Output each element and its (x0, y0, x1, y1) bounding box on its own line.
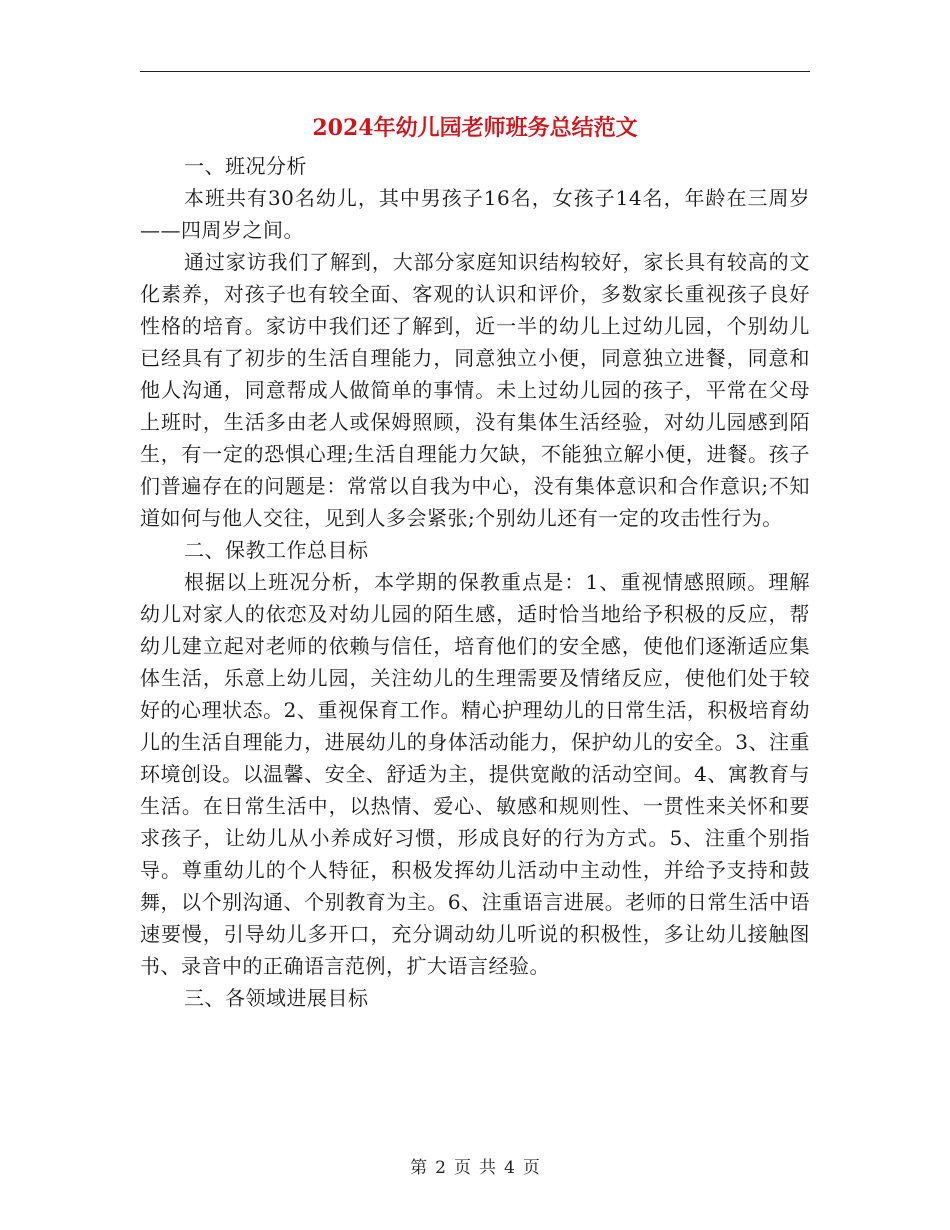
paragraph-home-visit: 通过家访我们了解到，大部分家庭知识结构较好，家长具有较高的文化素养，对孩子也有较全面、客观的认识和评价，多数家长重视孩子良好性格的培育。家访中我们还了解到，近一半的幼儿上过幼儿园，个别幼儿已经具有了初步的生活自理能力，同意独立小便，同意独立进餐，同意和他人沟通，同意帮成人做简单的事情。未上过幼儿园的孩子，平常在父母上班时，生活多由老人或保姆照顾，没有集体生活经验，对幼儿园感到陌生，有一定的恐惧心理;生活自理能力欠缺，不能独立解小便，进餐。孩子们普遍存在的问题是：常常以自我为中心，没有集体意识和合作意识;不知道如何与他人交往，见到人多会紧张;个别幼儿还有一定的攻击性行为。 (140, 250, 810, 530)
footer-suffix: 页 (522, 1158, 540, 1178)
paragraph-class-size: 本班共有30名幼儿，其中男孩子16名，女孩子14名，年龄在三周岁——四周岁之间。 (140, 186, 810, 242)
footer-total-pages: 4 (504, 1158, 515, 1178)
document-body (140, 110, 810, 1014)
section-heading-3: 三、各领域进展目标 (184, 986, 369, 1010)
footer-prefix: 第 (410, 1158, 428, 1178)
section-heading-2: 二、保教工作总目标 (184, 538, 369, 562)
header-rule (140, 71, 810, 72)
document-title: 2024年幼儿园老师班务总结范文 (312, 115, 638, 141)
section-heading-1: 一、班况分析 (184, 154, 307, 178)
footer-page-number: 2 (435, 1158, 446, 1178)
page-footer (0, 1153, 950, 1178)
paragraph-goals: 根据以上班况分析，本学期的保教重点是：1、重视情感照顾。理解幼儿对家人的依恋及对幼儿园的陌生感，适时恰当地给予积极的反应，帮幼儿建立起对老师的依赖与信任，培育他们的安全感，使他们逐渐适应集体生活，乐意上幼儿园，关注幼儿的生理需要及情绪反应，使他们处于较好的心理状态。2、重视保育工作。精心护理幼儿的日常生活，积极培育幼儿的生活自理能力，进展幼儿的身体活动能力，保护幼儿的安全。3、注重环境创设。以温馨、安全、舒适为主，提供宽敞的活动空间。4、寓教育与生活。在日常生活中，以热情、爱心、敏感和规则性、一贯性来关怀和要求孩子，让幼儿从小养成好习惯，形成良好的行为方式。5、注重个别指导。尊重幼儿的个人特征，积极发挥幼儿活动中主动性，并给予支持和鼓舞，以个别沟通、个别教育为主。6、注重语言进展。老师的日常生活中语速要慢，引导幼儿多开口，充分调动幼儿听说的积极性，多让幼儿接触图书、录音中的正确语言范例，扩大语言经验。 (140, 570, 810, 978)
footer-total-word: 共 (479, 1158, 496, 1178)
footer-page-word: 页 (454, 1158, 471, 1178)
